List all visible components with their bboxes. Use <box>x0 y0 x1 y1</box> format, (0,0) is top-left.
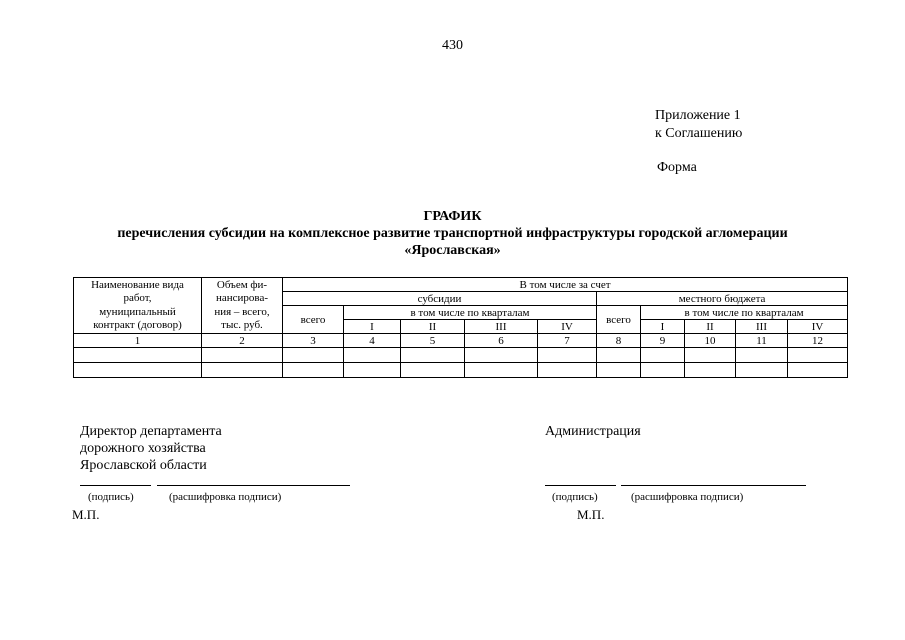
header-funding-volume <box>202 278 283 334</box>
table-cell <box>597 348 641 363</box>
signatory-line: дорожного хозяйства <box>80 441 206 456</box>
signature-caption: (подпись) <box>552 491 598 503</box>
header-local-budget: местного бюджета <box>597 292 848 306</box>
column-number: 5 <box>401 334 465 348</box>
title-line: перечисления субсидии на комплексное развитие транспортной инфраструктуры городской агломерации <box>117 226 788 241</box>
table-cell <box>401 363 465 378</box>
decryption-line <box>621 485 806 486</box>
quarter-1: I <box>344 320 401 334</box>
table-cell <box>74 348 202 363</box>
stamp-label: М.П. <box>72 507 100 522</box>
appendix-line: к Соглашению <box>655 126 743 141</box>
header-line: контракт (договор) <box>93 319 182 331</box>
table-cell <box>283 348 344 363</box>
column-number: 10 <box>685 334 736 348</box>
column-number: 11 <box>736 334 788 348</box>
table-cell <box>788 363 848 378</box>
table-cell <box>344 363 401 378</box>
appendix-line: Приложение 1 <box>655 108 741 123</box>
table-cell <box>597 363 641 378</box>
decryption-caption: (расшифровка подписи) <box>169 491 282 503</box>
table-cell <box>202 348 283 363</box>
table-cell <box>788 348 848 363</box>
table-cell <box>465 348 538 363</box>
header-work-type <box>74 278 202 334</box>
table-cell <box>685 363 736 378</box>
form-label: Форма <box>657 160 697 175</box>
header-local-quarters: в том числе по кварталам <box>641 306 848 320</box>
header-line: Объем фи- <box>216 278 268 291</box>
document-title <box>0 208 905 259</box>
table-cell <box>538 348 597 363</box>
header-including: В том числе за счет <box>283 278 848 292</box>
quarter-4: IV <box>538 320 597 334</box>
schedule-table <box>73 277 848 378</box>
signature-line <box>80 485 151 486</box>
column-number: 3 <box>283 334 344 348</box>
table-cell <box>641 363 685 378</box>
table-cell <box>401 348 465 363</box>
column-number: 7 <box>538 334 597 348</box>
table-cell <box>465 363 538 378</box>
quarter-4: IV <box>788 320 848 334</box>
header-line: муниципальный <box>99 305 176 318</box>
quarter-3: III <box>736 320 788 334</box>
appendix-note <box>655 107 742 143</box>
table-cell <box>736 348 788 363</box>
header-local-total: всего <box>597 306 641 334</box>
quarter-3: III <box>465 320 538 334</box>
header-line: тыс. руб. <box>221 319 263 331</box>
table-cell <box>74 363 202 378</box>
header-line: ния – всего, <box>214 305 270 318</box>
quarter-2: II <box>685 320 736 334</box>
column-number: 2 <box>202 334 283 348</box>
director-signatory <box>80 423 222 474</box>
title-line: ГРАФИК <box>423 209 482 224</box>
table-cell <box>685 348 736 363</box>
decryption-line <box>157 485 350 486</box>
column-number: 4 <box>344 334 401 348</box>
header-subsidy-total: всего <box>283 306 344 334</box>
administration-signatory <box>545 423 641 440</box>
signatory-line: Ярославской области <box>80 458 207 473</box>
quarter-1: I <box>641 320 685 334</box>
table-row <box>74 363 848 378</box>
stamp-label: М.П. <box>577 507 605 522</box>
table-cell <box>641 348 685 363</box>
table-cell <box>202 363 283 378</box>
table-row <box>74 348 848 363</box>
column-number: 8 <box>597 334 641 348</box>
header-line: Наименование вида <box>91 278 184 291</box>
table-cell <box>344 348 401 363</box>
column-number: 12 <box>788 334 848 348</box>
header-line: нансирова- <box>215 292 269 304</box>
decryption-caption: (расшифровка подписи) <box>631 491 744 503</box>
column-number: 9 <box>641 334 685 348</box>
title-line: «Ярославская» <box>404 243 501 258</box>
header-subsidy-quarters: в том числе по кварталам <box>344 306 597 320</box>
column-number: 6 <box>465 334 538 348</box>
page-number: 430 <box>442 38 463 53</box>
signatory-line: Директор департамента <box>80 424 222 439</box>
header-line: работ, <box>123 292 152 304</box>
signatory-line: Администрация <box>545 424 641 439</box>
header-subsidy: субсидии <box>283 292 597 306</box>
quarter-2: II <box>401 320 465 334</box>
signature-caption: (подпись) <box>88 491 134 503</box>
table-cell <box>538 363 597 378</box>
column-numbers-row <box>74 334 848 348</box>
table-cell <box>736 363 788 378</box>
signature-line <box>545 485 616 486</box>
column-number: 1 <box>74 334 202 348</box>
table-cell <box>283 363 344 378</box>
